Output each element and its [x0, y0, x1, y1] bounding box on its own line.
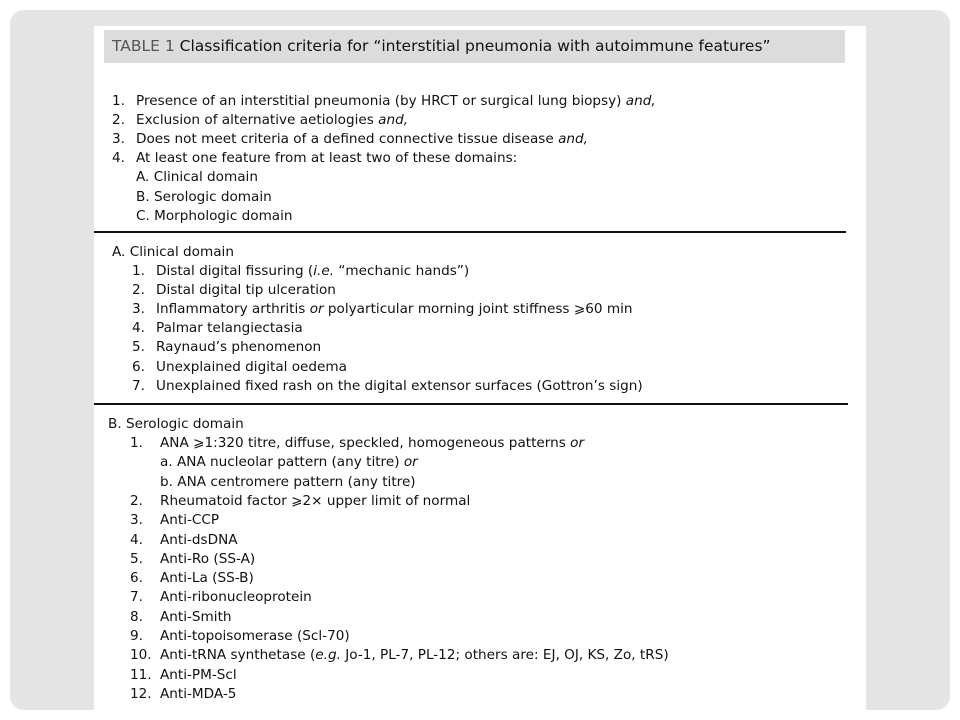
item-number: 4.	[130, 532, 143, 548]
item-text-part: ANA ⩾1:320 titre, diffuse, speckled, homogeneous patterns	[160, 435, 571, 451]
section-divider-2	[94, 403, 848, 405]
item-text	[160, 492, 470, 511]
item-text-part: Rheumatoid factor ⩾2× upper limit of normal	[160, 493, 471, 509]
table-title	[180, 37, 771, 55]
item-number: 8.	[130, 609, 143, 625]
serologic-item	[94, 473, 854, 492]
item-text	[160, 588, 312, 607]
item-number: 3.	[132, 301, 145, 317]
item-emphasis: and,	[625, 93, 656, 109]
clinical-item	[94, 358, 854, 377]
item-emphasis: and,	[558, 131, 588, 147]
item-text-part: “mechanic hands”)	[334, 263, 470, 279]
criteria-domain-item	[94, 207, 854, 226]
item-number: 7.	[132, 378, 145, 394]
item-text-part: Anti-Smith	[160, 609, 232, 625]
item-text-part: Anti-MDA-5	[160, 686, 237, 702]
clinical-item	[94, 377, 854, 396]
item-number: 10.	[130, 647, 152, 663]
item-text-part: b. ANA centromere pattern (any titre)	[160, 474, 416, 490]
item-text	[136, 149, 517, 168]
criteria-item	[94, 111, 854, 130]
clinical-item	[94, 319, 854, 338]
item-text	[160, 473, 416, 492]
item-text	[160, 685, 236, 704]
item-emphasis: and,	[378, 112, 409, 128]
item-emphasis: or	[309, 301, 324, 317]
item-text	[156, 338, 321, 357]
item-emphasis: i.e.	[313, 263, 335, 279]
item-number: 6.	[130, 570, 143, 586]
item-text-part: Unexplained digital oedema	[156, 359, 347, 375]
item-text-part: Does not meet criteria of a defined connective tissue disease	[136, 131, 559, 147]
item-text-part: Anti-dsDNA	[160, 532, 238, 548]
item-text-part: Distal digital fissuring (	[156, 263, 314, 279]
section-divider-1	[94, 231, 846, 233]
item-text	[160, 666, 237, 685]
item-number: 2.	[132, 282, 145, 298]
item-text	[160, 511, 219, 530]
table-label: TABLE 1	[112, 37, 175, 55]
clinical-domain-heading: A. Clinical domain	[112, 244, 234, 260]
item-text	[160, 531, 238, 550]
item-text-part: Inflammatory arthritis	[156, 301, 310, 317]
item-text	[160, 646, 669, 665]
item-text-part: Anti-ribonucleoprotein	[160, 589, 312, 605]
item-number: 5.	[130, 551, 143, 567]
table-title-bar	[104, 30, 845, 63]
item-text-part: B. Serologic domain	[136, 189, 272, 205]
item-emphasis: or	[403, 454, 418, 470]
criteria-domain-item	[94, 168, 854, 187]
item-text	[160, 608, 232, 627]
serologic-item	[94, 666, 854, 685]
item-number: 4.	[132, 320, 145, 336]
item-text	[136, 130, 588, 149]
item-text-part: Anti-La (SS-B)	[160, 570, 254, 586]
serologic-item	[94, 608, 854, 627]
item-text-part: Anti-CCP	[160, 512, 220, 528]
item-text	[156, 319, 303, 338]
item-number: 2.	[130, 493, 143, 509]
item-text	[160, 453, 418, 472]
item-text-part: Raynaud’s phenomenon	[156, 339, 322, 355]
table-title-text: Classification criteria for “interstitial pneumonia with autoimmune features”	[179, 37, 771, 55]
clinical-item	[94, 281, 854, 300]
item-text	[160, 627, 350, 646]
serologic-item	[94, 569, 854, 588]
clinical-item	[94, 300, 854, 319]
item-number: 2.	[112, 112, 125, 128]
item-number: 3.	[130, 512, 143, 528]
item-emphasis: or	[570, 435, 585, 451]
criteria-item	[94, 149, 854, 168]
item-text-part: Anti-topoisomerase (Scl-70)	[160, 628, 350, 644]
item-text	[156, 358, 347, 377]
clinical-item	[94, 262, 854, 281]
item-text-part: Anti-Ro (SS-A)	[160, 551, 256, 567]
item-text-part: Presence of an interstitial pneumonia (by HRCT or surgical lung biopsy)	[136, 93, 626, 109]
item-text-part: C. Morphologic domain	[136, 208, 293, 224]
item-text	[136, 111, 408, 130]
item-text-part: Anti-tRNA synthetase (	[160, 647, 316, 663]
item-text-part: a. ANA nucleolar pattern (any titre)	[160, 454, 404, 470]
criteria-domain-item	[94, 188, 854, 207]
serologic-item	[94, 627, 854, 646]
item-number: 3.	[112, 131, 125, 147]
document-page	[94, 26, 866, 710]
serologic-item	[94, 685, 854, 704]
criteria-item	[94, 130, 854, 149]
item-emphasis: e.g.	[315, 647, 341, 663]
serologic-item	[94, 550, 854, 569]
item-number: 4.	[112, 150, 125, 166]
item-text	[156, 262, 469, 281]
criteria-item	[94, 92, 854, 111]
item-text	[136, 188, 272, 207]
item-text-part: Anti-PM-Scl	[160, 667, 237, 683]
serologic-item	[94, 646, 854, 665]
serologic-domain-heading: B. Serologic domain	[108, 416, 244, 432]
item-text-part: Palmar telangiectasia	[156, 320, 303, 336]
item-text	[136, 207, 293, 226]
item-text	[136, 92, 656, 111]
item-text-part: Unexplained fixed rash on the digital extensor surfaces (Gottron’s sign)	[156, 378, 643, 394]
item-number: 1.	[132, 263, 145, 279]
serologic-item	[94, 453, 854, 472]
item-number: 9.	[130, 628, 143, 644]
item-text	[156, 300, 632, 319]
item-number: 1.	[130, 435, 143, 451]
item-number: 12.	[130, 686, 152, 702]
item-text-part: Exclusion of alternative aetiologies	[136, 112, 379, 128]
serologic-item	[94, 511, 854, 530]
item-number: 7.	[130, 589, 143, 605]
serologic-item	[94, 434, 854, 453]
item-text-part: Jo-1, PL-7, PL-12; others are: EJ, OJ, KS, Zo, tRS)	[340, 647, 669, 663]
item-text	[156, 377, 643, 396]
item-text-part: polyarticular morning joint stiffness ⩾60 min	[323, 301, 633, 317]
item-text	[156, 281, 336, 300]
item-text	[160, 550, 255, 569]
item-number: 11.	[130, 667, 152, 683]
item-text-part: At least one feature from at least two of these domains:	[136, 150, 518, 166]
item-number: 5.	[132, 339, 145, 355]
item-number: 6.	[132, 359, 145, 375]
item-text	[136, 168, 258, 187]
item-text-part: Distal digital tip ulceration	[156, 282, 336, 298]
item-number: 1.	[112, 93, 125, 109]
serologic-item	[94, 531, 854, 550]
item-text	[160, 434, 584, 453]
item-text	[160, 569, 254, 588]
serologic-item	[94, 492, 854, 511]
item-text-part: A. Clinical domain	[136, 169, 258, 185]
serologic-item	[94, 588, 854, 607]
clinical-item	[94, 338, 854, 357]
